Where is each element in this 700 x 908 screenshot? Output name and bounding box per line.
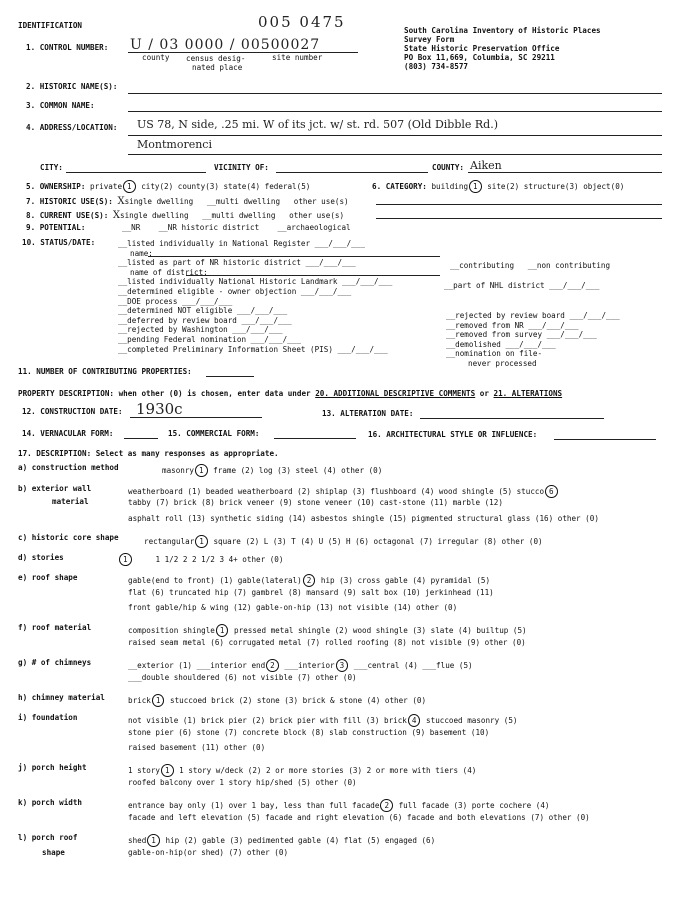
potential-label: 9. POTENTIAL: (26, 223, 86, 232)
status-item[interactable]: __listed as part of NR historic district ___/___/___ (118, 258, 356, 268)
office-line: Survey Form (404, 35, 455, 44)
porch-roof-line-2[interactable]: gable-on-hip(or shed) (7) other (0) (128, 848, 289, 857)
roof-shape-line-2[interactable]: flat (6) truncated hip (7) gambrel (8) mansard (9) salt box (10) jerkinhead (11) (128, 588, 494, 597)
exterior-wall-label: b) exterior wall (18, 484, 92, 493)
status-right-item[interactable]: __demolished ___/___/___ (446, 339, 556, 349)
vernacular-form-field[interactable] (124, 438, 158, 439)
status-right-list (446, 311, 620, 369)
roof-shape-line-1 (128, 574, 490, 587)
handwritten-survey-number: 005 0475 (258, 13, 346, 31)
porch-width-circle[interactable]: 2 (380, 799, 393, 812)
common-name-field[interactable] (128, 111, 662, 112)
category-building[interactable]: building (431, 182, 469, 191)
current-use-multi[interactable]: multi dwelling (211, 211, 276, 220)
address-underline (128, 135, 662, 136)
historic-use-multi[interactable]: multi dwelling (216, 197, 281, 206)
construction-date-underline (130, 417, 262, 418)
foundation-line-3[interactable]: raised basement (11) other (0) (128, 743, 266, 752)
control-number-label: 1. CONTROL NUMBER: (26, 43, 109, 52)
control-number-value[interactable]: U / 03 0000 / 00500027 (130, 37, 321, 53)
alterations-link[interactable]: 21. ALTERATIONS (493, 389, 563, 398)
status-right-item[interactable]: __removed from NR ___/___/___ (446, 320, 579, 330)
status-right-item[interactable]: __removed from survey ___/___/___ (446, 330, 597, 340)
additional-comments-link[interactable]: 20. ADDITIONAL DESCRIPTIVE COMMENTS (315, 389, 476, 398)
district-name-field[interactable] (186, 275, 440, 276)
porch-height-rest[interactable]: 1 story w/deck (2) 2 or more stories (3) 2 or more with tiers (4) (179, 766, 477, 775)
roof-material-line-2[interactable]: raised seam metal (6) corrugated metal (7) rolled roofing (8) not visible (9) other (0) (128, 638, 526, 647)
status-right-item[interactable]: __rejected by review board ___/___/___ (446, 311, 620, 320)
status-label: 10. STATUS/DATE: (22, 238, 96, 247)
category-row (372, 180, 624, 193)
interior-circle[interactable]: 3 (336, 659, 349, 672)
status-item[interactable]: __rejected by Washington ___/___/___ (118, 325, 283, 335)
status-item[interactable]: __determined eligible - owner objection ___/___/___ (118, 286, 352, 296)
roof-material-options-1b[interactable]: pressed metal shingle (2) wood shingle (3) slate (4) builtup (5) (234, 626, 527, 635)
porch-width-line-2[interactable]: facade and left elevation (5) facade and right elevation (6) facade and both elevations (7) other (0) (128, 813, 590, 822)
county-value[interactable]: Aiken (470, 159, 502, 172)
status-item[interactable]: __listed individually in National Register ___/___/___ (118, 239, 365, 248)
chimney-material-rest[interactable]: stuccoed brick (2) stone (3) brick & stone (4) other (0) (170, 696, 427, 705)
historic-use-single[interactable]: single dwelling (124, 197, 194, 206)
status-name-field[interactable] (148, 256, 440, 257)
option-shed[interactable]: shed (128, 836, 147, 845)
porch-roof-rest[interactable]: hip (2) gable (3) pedimented gable (4) flat (5) engaged (6) (165, 836, 436, 845)
address-value-2[interactable]: Montmorenci (137, 138, 212, 151)
commercial-form-field[interactable] (274, 438, 356, 439)
core-shape-rest[interactable]: square (2) L (3) T (4) U (5) H (6) octagonal (7) irregular (8) other (0) (213, 537, 543, 546)
roof-shape-options-1a[interactable]: gable(end to front) (1) gable(lateral) (128, 576, 302, 585)
roof-shape-options-1b[interactable]: hip (3) cross gable (4) pyramidal (5) (320, 576, 491, 585)
option-one-story[interactable]: 1 story (128, 766, 161, 775)
status-right-item[interactable]: __nomination on file- (446, 349, 543, 359)
porch-roof-label-2: shape (42, 848, 65, 857)
category-building-circle[interactable]: 1 (469, 180, 482, 193)
office-line: (803) 734-8577 (404, 62, 469, 71)
non-contributing-option[interactable]: non contributing (536, 261, 611, 270)
foundation-label: i) foundation (18, 713, 78, 722)
ownership-label: 5. OWNERSHIP: (26, 182, 86, 191)
ownership-row (26, 180, 310, 193)
contributing-properties-label: 11. NUMBER OF CONTRIBUTING PROPERTIES: (18, 367, 192, 376)
current-use-mark[interactable]: X (112, 210, 120, 221)
core-shape-options (144, 535, 543, 548)
exterior-wall-line-1 (128, 485, 559, 498)
census-sublabel (186, 54, 245, 72)
nhl-text: part of NHL district ___/___/___ (453, 281, 600, 290)
address-underline-2 (128, 154, 662, 155)
office-line: South Carolina Inventory of Historic Places (404, 26, 601, 35)
brick-circle[interactable]: 1 (152, 694, 165, 707)
nhl-row[interactable]: __part of NHL district ___/___/___ (444, 281, 600, 290)
construction-method-label: a) construction method (18, 463, 119, 472)
porch-height-label: j) porch height (18, 763, 87, 772)
foundation-brick-circle[interactable]: 4 (408, 714, 421, 727)
chimneys-line-2[interactable]: ___double shouldered (6) not visible (7) other (0) (128, 673, 357, 682)
porch-height-line-2[interactable]: roofed balcony over 1 story hip/shed (5) other (0) (128, 778, 357, 787)
contributing-row: __contributing __non contributing (450, 261, 611, 270)
historic-use-label: 7. HISTORIC USE(S): (26, 197, 113, 206)
status-item[interactable]: __completed Preliminary Information Sheet (PIS) ___/___/___ (118, 344, 388, 354)
option-rectangular[interactable]: rectangular (144, 537, 195, 546)
address-label: 4. ADDRESS/LOCATION: (26, 123, 118, 132)
property-description-row (18, 390, 562, 399)
contributing-properties-field[interactable] (206, 376, 254, 377)
roof-shape-label: e) roof shape (18, 573, 78, 582)
current-use-row: 8. CURRENT USE(S): Xsingle dwelling __multi dwelling other use(s) (26, 210, 345, 221)
ownership-private-circle[interactable]: 1 (123, 180, 136, 193)
site-number-sublabel: site number (272, 53, 323, 62)
census-sublabel-line: census desig- (186, 54, 246, 63)
status-item[interactable]: __DOE process ___/___/___ (118, 296, 233, 306)
exterior-wall-line-2[interactable]: tabby (7) brick (8) brick veneer (9) stone veneer (10) cast-stone (11) marble (12) (128, 498, 503, 507)
roof-shape-line-3[interactable]: front gable/hip & wing (12) gable-on-hip (13) not visible (14) other (0) (128, 603, 458, 612)
exterior-wall-options-1[interactable]: weatherboard (1) beaded weatherboard (2) shiplap (3) flushboard (4) wood shingle (5) stucco (128, 487, 545, 496)
stories-label: d) stories (18, 553, 64, 562)
category-options[interactable]: site(2) structure(3) object(0) (487, 182, 625, 191)
contributing-option[interactable]: contributing (459, 261, 515, 270)
commercial-form-label: 15. COMMERCIAL FORM: (168, 429, 260, 438)
architectural-style-label: 16. ARCHITECTURAL STYLE OR INFLUENCE: (368, 430, 538, 439)
city-field[interactable] (66, 172, 206, 173)
rectangular-circle[interactable]: 1 (195, 535, 208, 548)
office-line: State Historic Preservation Office (404, 44, 560, 53)
vernacular-form-label: 14. VERNACULAR FORM: (22, 429, 114, 438)
potential-nr[interactable]: NR (131, 223, 141, 232)
property-description-or: or (479, 389, 489, 398)
roof-material-line-1 (128, 624, 527, 637)
foundation-line-2[interactable]: stone pier (6) stone (7) concrete block (8) slab construction (9) basement (10) (128, 728, 490, 737)
exterior-wall-label-2: material (52, 497, 89, 506)
construction-method-rest[interactable]: frame (2) log (3) steel (4) other (0) (213, 466, 383, 475)
porch-width-line-1 (128, 799, 549, 812)
status-item[interactable]: __determined NOT eligible ___/___/___ (118, 306, 288, 316)
status-item: name of district: (130, 267, 208, 277)
potential-archaeological[interactable]: archaeological (286, 223, 351, 232)
construction-date-value[interactable]: 1930c (136, 400, 183, 418)
option-brick[interactable]: brick (128, 696, 151, 705)
county-label: COUNTY: (432, 163, 465, 172)
masonry-circle[interactable]: 1 (195, 464, 208, 477)
core-shape-label: c) historic core shape (18, 533, 119, 542)
historic-use-mark[interactable]: X (117, 196, 125, 207)
porch-one-story-circle[interactable]: 1 (161, 764, 174, 777)
composition-shingle-circle[interactable]: 1 (216, 624, 229, 637)
current-use-other: other use(s) (289, 211, 345, 220)
historic-use-other: other use(s) (293, 197, 349, 206)
porch-height-line-1 (128, 764, 476, 777)
description-intro: 17. DESCRIPTION: Select as many responses as appropriate. (18, 449, 279, 458)
roof-material-label: f) roof material (18, 623, 92, 632)
ownership-options[interactable]: city(2) county(3) state(4) federal(5) (141, 182, 311, 191)
chimney-material-label: h) chimney material (18, 693, 105, 702)
alteration-date-field[interactable] (420, 418, 604, 419)
alteration-date-label: 13. ALTERATION DATE: (322, 409, 414, 418)
porch-roof-line-1 (128, 834, 435, 847)
ownership-private[interactable]: private (90, 182, 123, 191)
stories-options (118, 553, 283, 566)
address-value[interactable]: US 78, N side, .25 mi. W of its jct. w/ st. rd. 507 (Old Dibble Rd.) (137, 118, 498, 131)
one-story-circle[interactable]: 1 (119, 553, 132, 566)
shed-circle[interactable]: 1 (147, 834, 160, 847)
foundation-line-1 (128, 714, 517, 727)
historic-use-other-field[interactable] (376, 204, 662, 205)
porch-width-label: k) porch width (18, 798, 83, 807)
chimneys-line-1 (128, 659, 473, 672)
office-block (404, 26, 601, 71)
status-item: name: (130, 248, 153, 258)
vicinity-label: VICINITY OF: (214, 163, 269, 172)
current-use-label: 8. CURRENT USE(S): (26, 211, 109, 220)
chimneys-options-1b[interactable]: ___interior (284, 661, 335, 670)
status-item[interactable]: __listed individually National Historic Landmark ___/___/___ (118, 277, 393, 287)
chimneys-label: g) # of chimneys (18, 658, 92, 667)
potential-nr-district[interactable]: NR historic district (167, 223, 260, 232)
city-label: CITY: (40, 163, 63, 172)
current-use-single[interactable]: single dwelling (120, 211, 189, 220)
architectural-style-field[interactable] (554, 439, 656, 440)
category-label: 6. CATEGORY: (372, 182, 427, 191)
current-use-other-field[interactable] (376, 218, 662, 219)
historic-names-label: 2. HISTORIC NAME(S): (26, 82, 118, 91)
option-masonry[interactable]: masonry (162, 466, 195, 475)
historic-use-row: 7. HISTORIC USE(S): Xsingle dwelling __multi dwelling other use(s) (26, 196, 349, 207)
chimneys-options-1c[interactable]: ___central (4) ___flue (5) (353, 661, 473, 670)
porch-roof-label: l) porch roof (18, 833, 78, 842)
chimneys-options-1a[interactable]: __exterior (1) ___interior end (128, 661, 266, 670)
interior-end-circle[interactable]: 2 (266, 659, 279, 672)
status-item[interactable]: __deferred by review board ___/___/___ (118, 315, 292, 325)
gable-lateral-circle[interactable]: 2 (303, 574, 316, 587)
status-item[interactable]: __pending Federal nomination ___/___/___ (118, 334, 301, 344)
office-line: PO Box 11,669, Columbia, SC 29211 (404, 53, 555, 62)
status-right-item: never processed (468, 358, 537, 368)
stories-rest[interactable]: 1 1/2 2 2 1/2 3 4+ other (0) (155, 555, 284, 564)
construction-method-options (162, 464, 382, 477)
option-composition-shingle[interactable]: composition shingle (128, 626, 215, 635)
exterior-wall-line-3[interactable]: asphalt roll (13) synthetic siding (14) asbestos shingle (15) pigmented structural glass (16) other (0) (128, 514, 599, 523)
census-sublabel-line: nated place (192, 63, 243, 72)
vicinity-field[interactable] (276, 172, 428, 173)
property-description-text: PROPERTY DESCRIPTION: when other (0) is chosen, enter data under (18, 389, 311, 398)
construction-date-label: 12. CONSTRUCTION DATE: (22, 407, 123, 416)
historic-names-field[interactable] (128, 93, 662, 94)
foundation-options-1a[interactable]: not visible (1) brick pier (2) brick pier with fill (3) brick (128, 716, 407, 725)
potential-row: 9. POTENTIAL: __NR __NR historic district __archaeological (26, 223, 351, 232)
county-sublabel: county (142, 53, 170, 62)
foundation-options-1b[interactable]: stuccoed masonry (5) (426, 716, 518, 725)
stucco-circle[interactable]: 6 (545, 485, 558, 498)
porch-width-options-1a[interactable]: entrance bay only (1) over 1 bay, less than full facade (128, 801, 380, 810)
identification-heading: IDENTIFICATION (18, 21, 83, 30)
common-name-label: 3. COMMON NAME: (26, 101, 95, 110)
county-underline (468, 172, 662, 173)
chimney-material-options (128, 694, 426, 707)
porch-width-options-1b[interactable]: full facade (3) porte cochere (4) (398, 801, 550, 810)
